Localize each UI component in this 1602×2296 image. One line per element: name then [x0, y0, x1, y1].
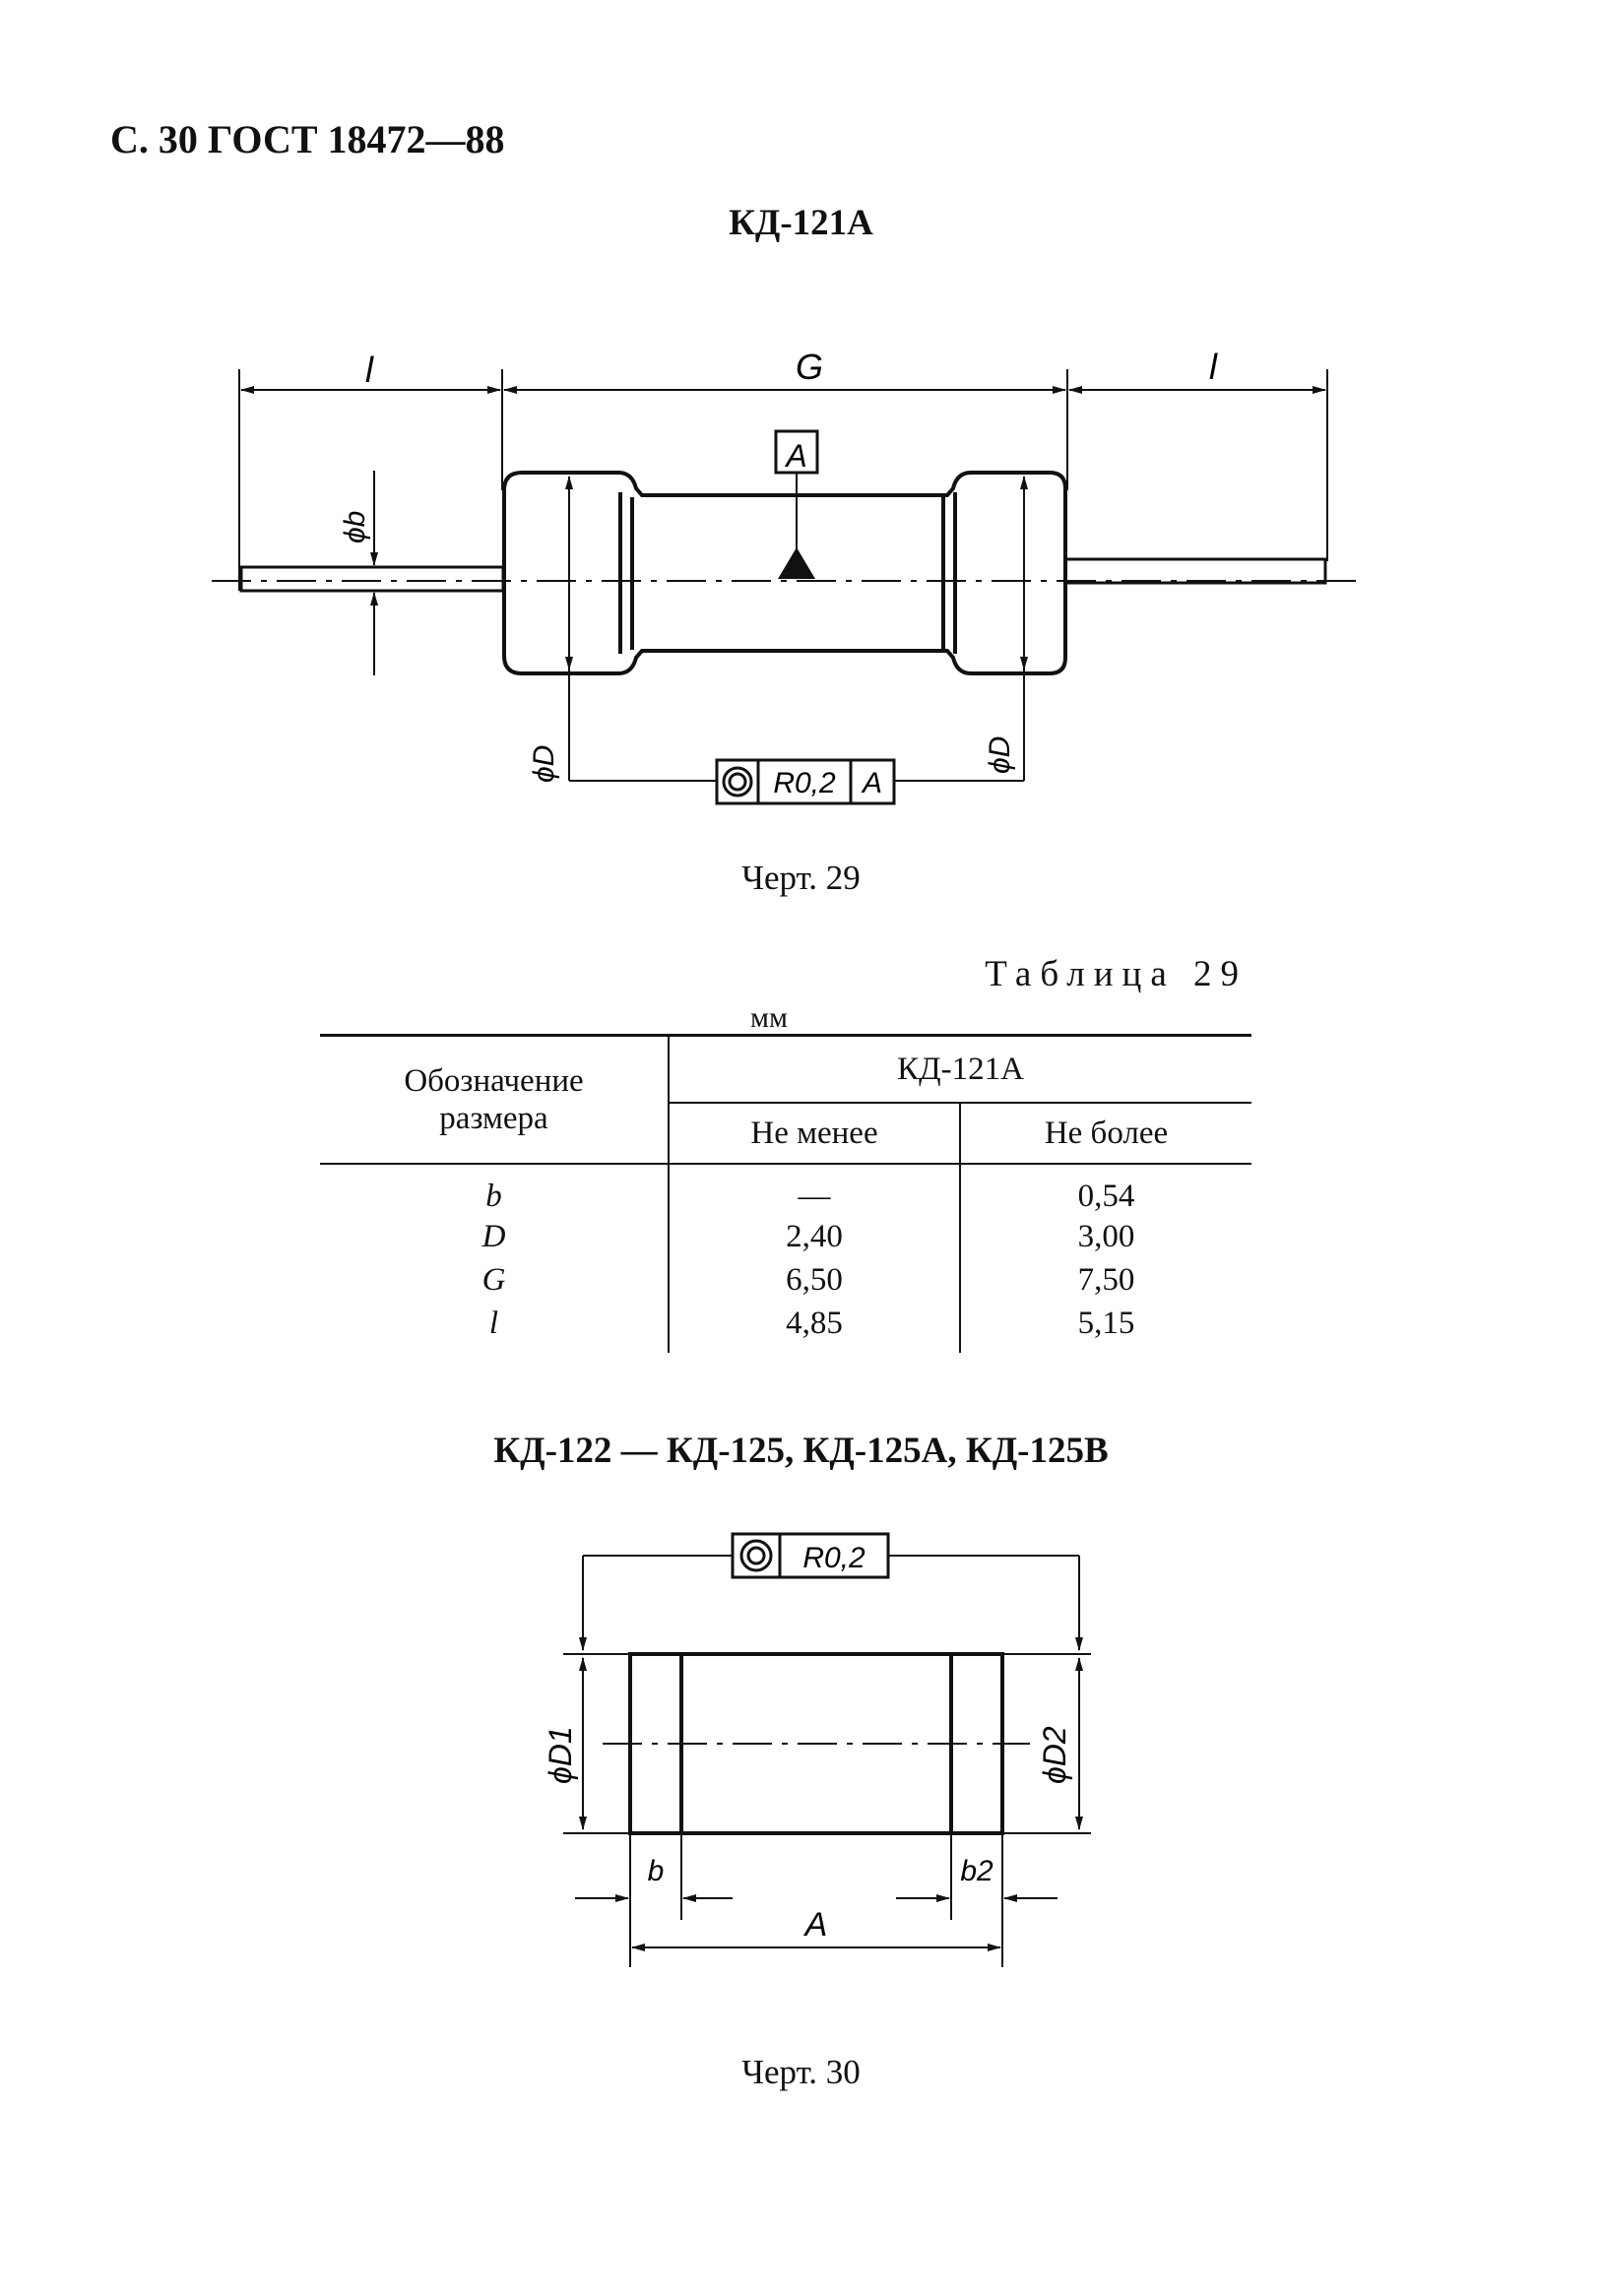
dim-length-a: A	[804, 1906, 828, 1944]
section1-title: КД-121А	[729, 203, 873, 243]
dimension-table	[320, 1034, 1251, 1353]
table-row: D 2,40 3,00	[320, 1215, 1251, 1258]
drawing-30	[0, 1506, 1602, 1999]
col-group: КД-121А	[669, 1036, 1251, 1104]
col-max: Не более	[960, 1103, 1251, 1164]
datum-label: A	[786, 438, 807, 474]
dim-body-length: G	[795, 347, 824, 387]
dim-diameter-left: ϕD	[528, 744, 560, 783]
dim-diameter-right: ϕD	[984, 735, 1016, 774]
col-designation: Обозначение размера	[320, 1036, 669, 1165]
table-row: l 4,85 5,15	[320, 1302, 1251, 1353]
dim-lead-left: l	[365, 350, 373, 390]
col-min: Не менее	[669, 1103, 960, 1164]
table-row: G 6,50 7,50	[320, 1258, 1251, 1302]
drawing-29	[0, 325, 1602, 837]
dim-lead-right: l	[1209, 347, 1217, 387]
table-label: Таблица 29	[985, 954, 1248, 994]
dim-lead-diameter: ϕb	[339, 510, 371, 543]
table-row: b — 0,54	[320, 1164, 1251, 1215]
page-header: С. 30 ГОСТ 18472—88	[110, 117, 505, 161]
tolerance-value: R0,2	[773, 767, 836, 799]
dim-band-b2: b2	[960, 1855, 993, 1887]
tolerance-datum: A	[862, 767, 883, 799]
dim-diameter-d1: ϕD1	[543, 1726, 578, 1784]
section2-title: КД-122 — КД-125, КД-125А, КД-125В	[493, 1431, 1109, 1471]
table-unit: мм	[750, 1001, 788, 1034]
dim-band-b: b	[647, 1855, 665, 1887]
dim-diameter-d2: ϕD2	[1037, 1726, 1072, 1784]
figure-caption-30: Черт. 30	[741, 2053, 861, 2091]
figure-caption-29: Черт. 29	[741, 859, 861, 897]
tolerance-value-30: R0,2	[802, 1542, 865, 1574]
